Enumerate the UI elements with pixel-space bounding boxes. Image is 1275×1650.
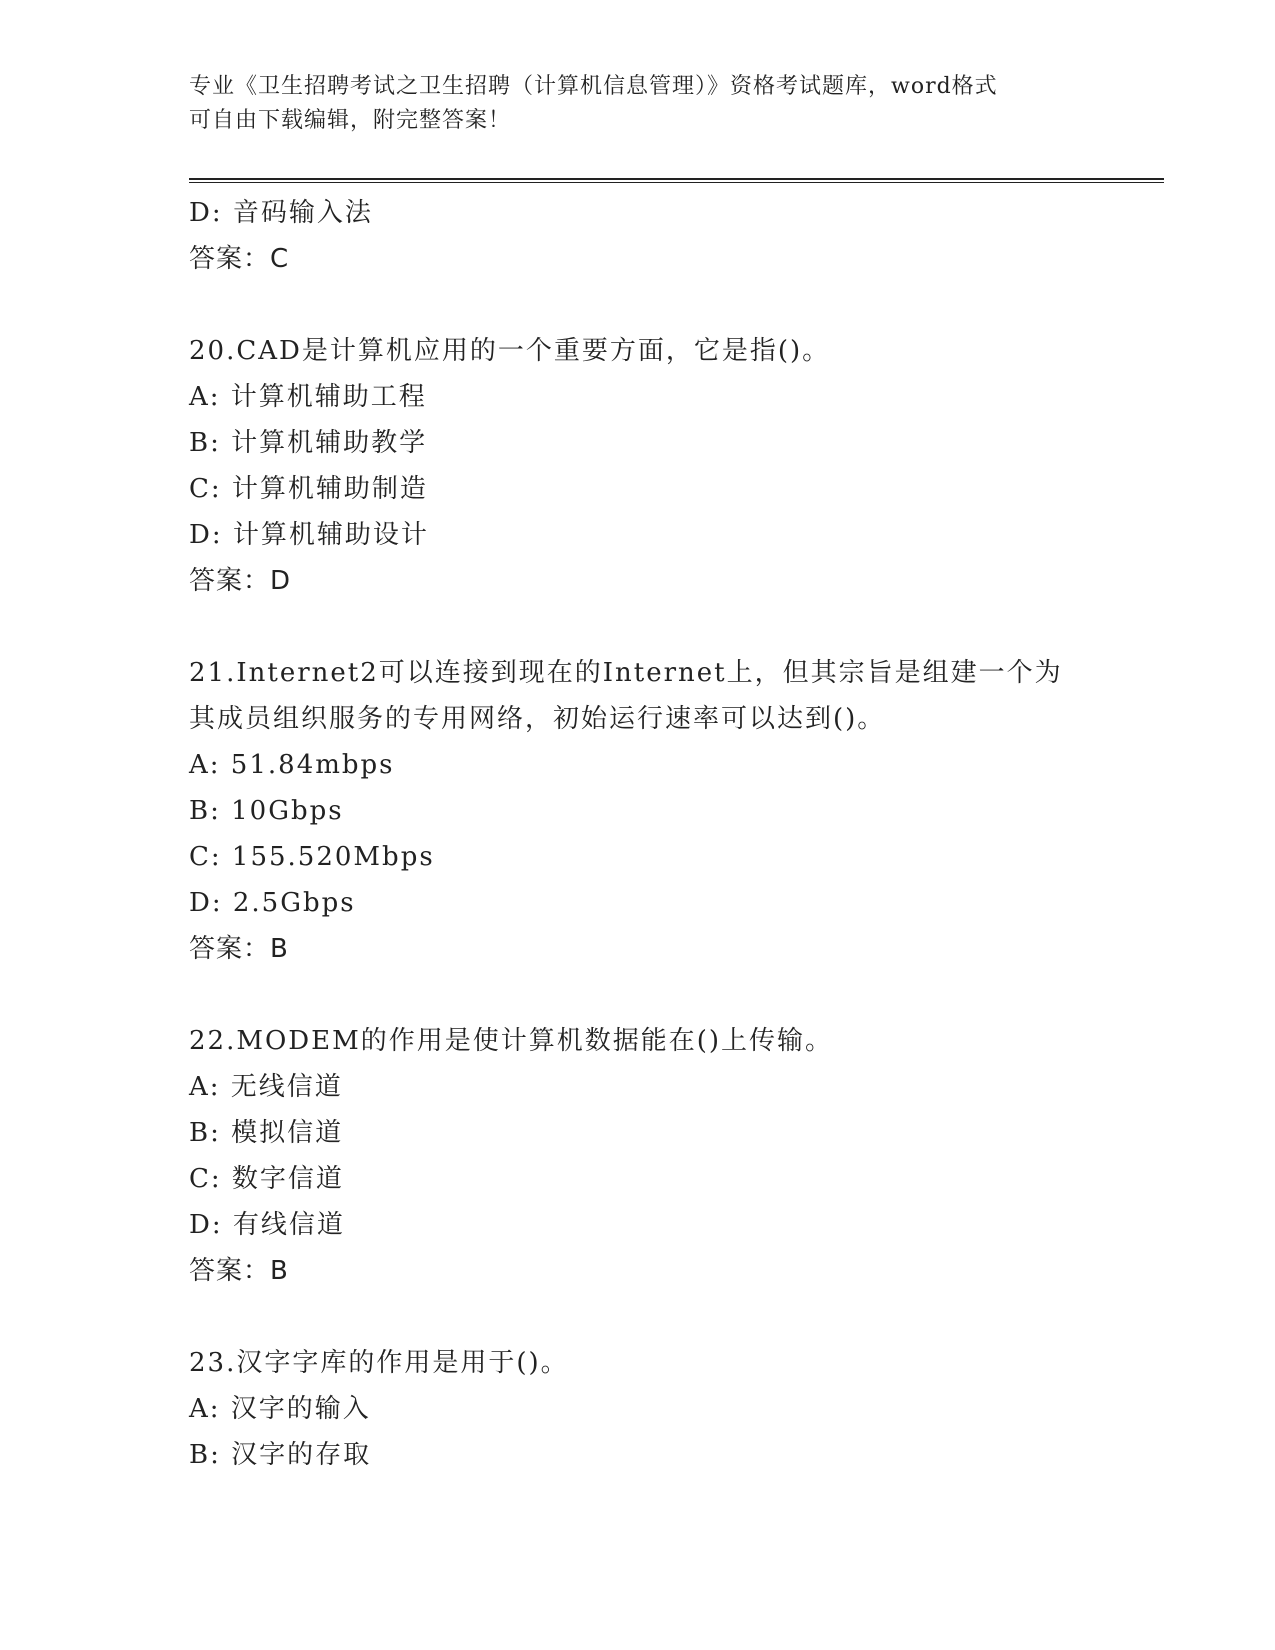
prev-answer: 答案：C xyxy=(189,244,290,274)
question-22 xyxy=(189,1018,1164,1294)
question-21-stem-line-1: 21.Internet2可以连接到现在的Internet上，但其宗旨是组建一个为 xyxy=(189,658,1063,688)
question-21-option-c: C: 155.520Mbps xyxy=(189,842,435,872)
question-20-option-d: D: 计算机辅助设计 xyxy=(189,520,429,550)
question-21-option-b: B: 10Gbps xyxy=(189,796,344,826)
question-20-option-b: B: 计算机辅助教学 xyxy=(189,428,428,458)
question-20-stem: 20.CAD是计算机应用的一个重要方面，它是指()。 xyxy=(189,336,831,366)
question-21-option-a: A: 51.84mbps xyxy=(189,750,395,780)
question-21-stem xyxy=(189,650,1164,742)
question-23 xyxy=(189,1340,1164,1478)
question-22-stem: 22.MODEM的作用是使计算机数据能在()上传输。 xyxy=(189,1026,834,1056)
question-20-answer: 答案：D xyxy=(189,566,292,596)
question-content xyxy=(189,190,1164,1478)
question-23-stem: 23.汉字字库的作用是用于()。 xyxy=(189,1348,569,1378)
header-title-line-2: 可自由下载编辑，附完整答案！ xyxy=(189,108,512,133)
spacer xyxy=(189,972,1164,1018)
question-20 xyxy=(189,328,1164,604)
header-divider xyxy=(189,178,1164,183)
question-22-option-b: B: 模拟信道 xyxy=(189,1118,344,1148)
question-22-answer: 答案：B xyxy=(189,1256,289,1286)
question-22-option-d: D: 有线信道 xyxy=(189,1210,345,1240)
question-20-option-a: A: 计算机辅助工程 xyxy=(189,382,427,412)
question-23-option-a: A: 汉字的输入 xyxy=(189,1394,371,1424)
document-header xyxy=(189,70,1089,138)
question-21-option-d: D: 2.5Gbps xyxy=(189,888,356,918)
question-22-option-c: C: 数字信道 xyxy=(189,1164,344,1194)
question-21-stem-line-2: 其成员组织服务的专用网络，初始运行速率可以达到()。 xyxy=(189,704,886,734)
question-20-option-c: C: 计算机辅助制造 xyxy=(189,474,428,504)
spacer xyxy=(189,604,1164,650)
spacer xyxy=(189,282,1164,328)
question-22-option-a: A: 无线信道 xyxy=(189,1072,343,1102)
prev-option-d: D: 音码输入法 xyxy=(189,198,373,228)
spacer xyxy=(189,1294,1164,1340)
question-21 xyxy=(189,650,1164,972)
header-title-line-1: 专业《卫生招聘考试之卫生招聘（计算机信息管理）》资格考试题库，word格式 xyxy=(189,74,998,99)
question-21-answer: 答案：B xyxy=(189,934,289,964)
question-23-option-b: B: 汉字的存取 xyxy=(189,1440,372,1470)
